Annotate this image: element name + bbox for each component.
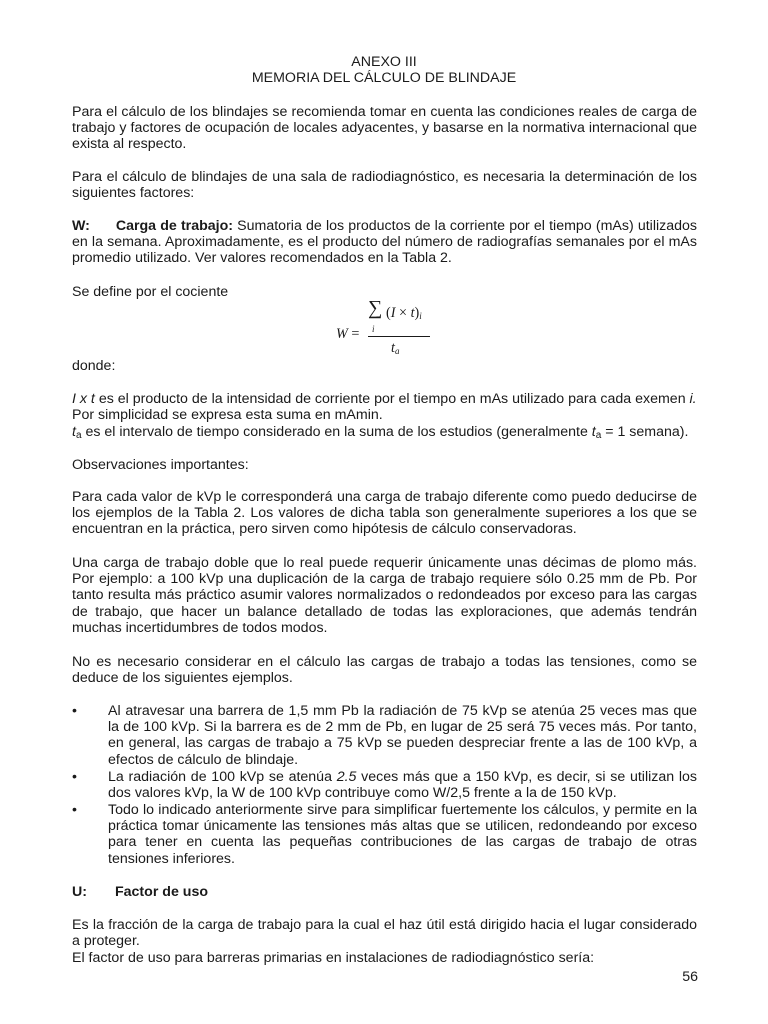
- formula-numerator: $(I \times t)_i$: [386, 305, 422, 321]
- annex-number: ANEXO III: [351, 54, 417, 70]
- bullet-marker: •: [72, 769, 77, 785]
- use-factor-paragraph-2: El factor de uso para barreras primarias en instalaciones de radiodiagnóstico sería:: [72, 950, 595, 966]
- donde-ixt-line: I x t es el producto de la intensidad de corriente por el tiempo en mAs utilizado para cada exemen i.: [72, 391, 697, 407]
- formula-denominator: $t_a$: [391, 340, 400, 356]
- donde-label: donde:: [72, 358, 116, 374]
- workload-paragraph: [72, 218, 697, 267]
- formula-sum-symbol: ∑: [368, 297, 383, 319]
- bullet-text-2: La radiación de 100 kVp se atenúa 2.5 veces más que a 150 kVp, es decir, si se utilizan los dos valores kVp, la W de 100 kVp contribuye como W/2,5 frente a la de 150 kVp.: [108, 769, 697, 802]
- formula-fraction-bar: [368, 336, 430, 337]
- use-factor-term: Factor de uso: [114, 884, 209, 900]
- bullet-text-1: Al atravesar una barrera de 1,5 mm Pb la radiación de 75 kVp se atenúa 25 veces mas que la de 100 kVp. Si la barrera es de 2 mm de Pb, en lugar de 25 será 75 veces más. Por tanto, en general, las cargas de trabajo a 75 kVp se pueden despreciar frente a las de 100 kVp, a efectos de cálculo de blindaje.: [108, 703, 697, 768]
- use-factor-heading: [72, 884, 697, 900]
- formula-lhs: W =: [336, 326, 360, 342]
- cociente-text: Se define por el cociente: [72, 284, 229, 300]
- donde-simplicidad: Por simplicidad se expresa esta suma en mAmin.: [72, 407, 383, 423]
- workload-definition: Sumatoria de los productos de la corriente por el tiempo (mAs) utilizados en la semana. Aproximadamente, es el producto del número de radiografías semanales por el mAs promedio utilizado. Ver valores recomendados en la Tabla 2.: [72, 218, 697, 267]
- page-number: 56: [682, 969, 698, 985]
- bullet-marker: •: [72, 703, 77, 719]
- observaciones-heading: Observaciones importantes:: [72, 457, 249, 473]
- observaciones-paragraph-2: Una carga de trabajo doble que lo real puede requerir únicamente unas décimas de plomo más. Por ejemplo: a 100 kVp una duplicación de la carga de trabajo requiere sólo 0.25 mm de Pb. Por tanto resulta más práctico asumir valores normalizados o redondeados por exceso para las cargas de trabajo, que hacer un balance detallado de todas las exploraciones, que además tendrán muchas incertidumbres de todos modos.: [72, 555, 697, 636]
- observaciones-paragraph-1: Para cada valor de kVp le corresponderá una carga de trabajo diferente como puedo deducirse de los ejemplos de la Tabla 2. Los valores de dicha tabla son generalmente superiores a los que se encuentran en la práctica, pero sirven como hipótesis de cálculo conservadoras.: [72, 489, 697, 538]
- use-factor-symbol: U:: [72, 884, 87, 900]
- bullet-text-3: Todo lo indicado anteriormente sirve para simplificar fuertemente los cálculos, y permite en la práctica tomar únicamente las tensiones más altas que se utilicen, redondeando por exceso para tener en cuenta las pequeñas contribuciones de las cargas de trabajo de otras tensiones inferiores.: [108, 802, 697, 867]
- observaciones-paragraph-3: No es necesario considerar en el cálculo las cargas de trabajo a todas las tensiones, como se deduce de los siguientes ejemplos.: [72, 654, 697, 687]
- formula-sum-index: i: [372, 324, 375, 334]
- workload-symbol: W:: [72, 218, 90, 234]
- intro-paragraph-2: Para el cálculo de blindajes de una sala de radiodiagnóstico, es necesaria la determinación de los siguientes factores:: [72, 169, 697, 202]
- bullet-marker: •: [72, 802, 77, 818]
- donde-ta-line: $t_a$ es el intervalo de tiempo considerado en la suma de los estudios (generalmente $t_a = 1$ semana).: [72, 424, 689, 441]
- intro-paragraph-1: Para el cálculo de los blindajes se recomienda tomar en cuenta las condiciones reales de carga de trabajo y factores de ocupación de locales adyacentes, y basarse en la normativa internacional que exista al respecto.: [72, 104, 697, 153]
- workload-term: Carga de trabajo:: [115, 218, 233, 234]
- annex-title: MEMORIA DEL CÁLCULO DE BLINDAJE: [251, 70, 517, 86]
- use-factor-paragraph-1: Es la fracción de la carga de trabajo para la cual el haz útil está dirigido hacia el lugar considerado a proteger.: [72, 917, 697, 950]
